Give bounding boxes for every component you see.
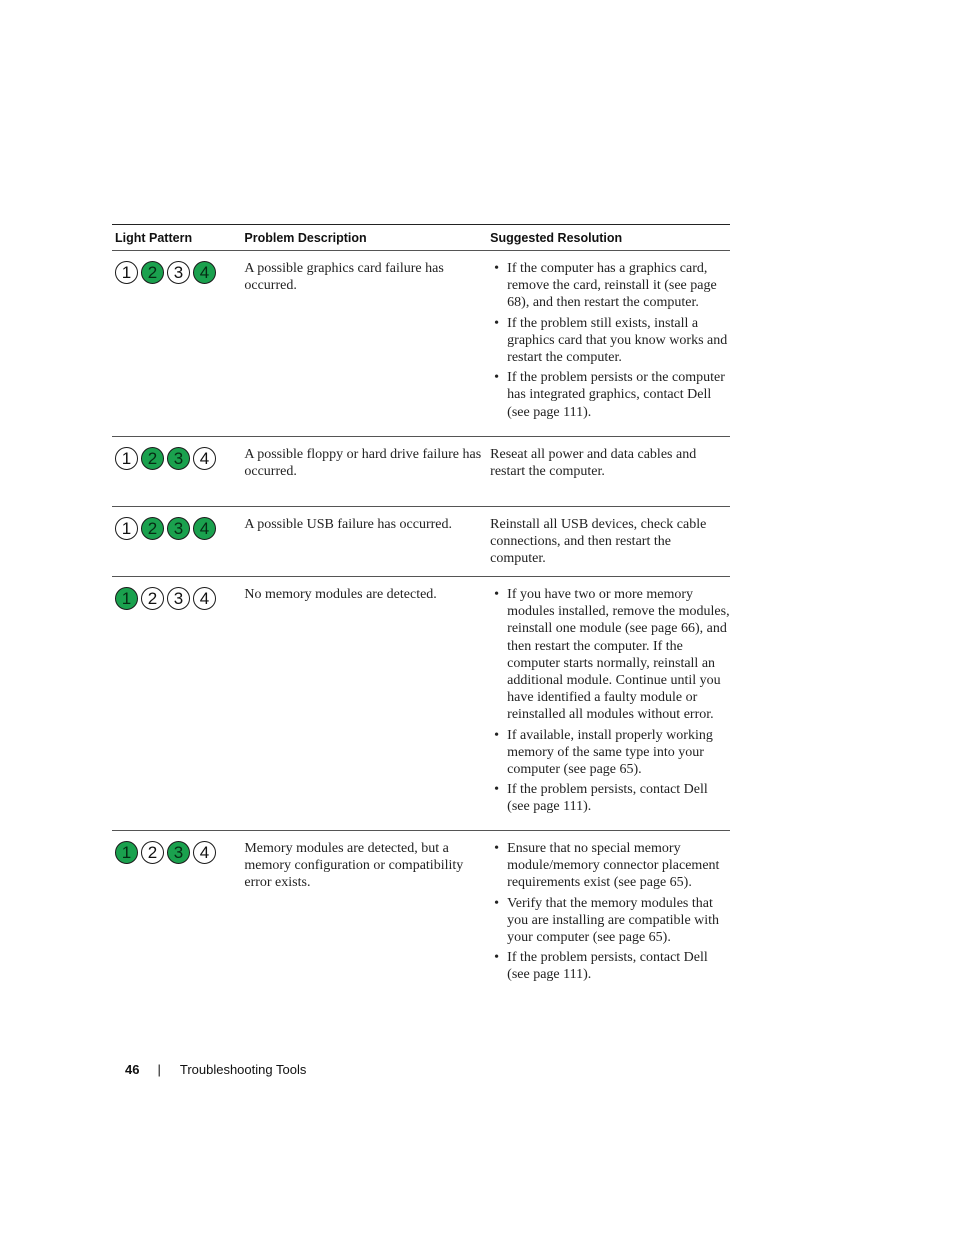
table-row — [112, 437, 730, 507]
light-pattern-cell — [112, 437, 244, 506]
problem-description: Memory modules are detected, but a memory configuration or compatibility error exists. — [244, 841, 464, 891]
table-body — [112, 251, 730, 991]
page-footer — [125, 1062, 306, 1077]
page-number: 46 — [125, 1062, 140, 1077]
diagnostic-lights — [115, 507, 244, 540]
diagnostic-light-1-icon: 1 — [115, 841, 138, 864]
table-row — [112, 577, 730, 831]
diagnostic-lights-table — [112, 224, 730, 991]
suggested-resolution — [490, 251, 730, 436]
suggested-resolution — [490, 577, 730, 830]
suggested-resolution — [490, 831, 730, 991]
resolution-list-item: • If the computer has a graphics card, remove the card, reinstall it (see page 68), and then restart the computer. — [490, 260, 730, 312]
diagnostic-lights — [115, 437, 244, 470]
table-row — [112, 507, 730, 577]
diagnostic-light-4-icon: 4 — [193, 517, 216, 540]
resolution-list-item: • Ensure that no special memory module/memory connector placement requirements exist (see page 65). — [490, 840, 730, 892]
diagnostic-light-1-icon: 1 — [115, 587, 138, 610]
diagnostic-light-2-icon: 2 — [141, 841, 164, 864]
resolution-list-item: • Verify that the memory modules that you are installing are compatible with your computer (see page 65). — [490, 895, 730, 947]
diagnostic-lights — [115, 831, 244, 864]
header-problem-description: Problem Description — [244, 230, 367, 245]
problem-description: A possible USB failure has occurred. — [244, 517, 452, 532]
section-title: Troubleshooting Tools — [179, 1062, 307, 1077]
diagnostic-light-3-icon: 3 — [167, 517, 190, 540]
diagnostic-light-2-icon: 2 — [141, 587, 164, 610]
problem-description: A possible floppy or hard drive failure has occurred. — [244, 447, 482, 480]
resolution-list-item: • If available, install properly working memory of the same type into your computer (see page 65). — [490, 727, 730, 779]
suggested-resolution — [490, 437, 730, 506]
diagnostic-light-1-icon: 1 — [115, 261, 138, 284]
problem-description: No memory modules are detected. — [244, 587, 437, 602]
header-suggested-resolution: Suggested Resolution — [490, 230, 623, 245]
light-pattern-cell — [112, 577, 244, 830]
table-row — [112, 251, 730, 437]
resolution-list-item: • If the problem persists, contact Dell (see page 111). — [490, 781, 730, 815]
diagnostic-lights — [115, 251, 244, 284]
resolution-list — [490, 840, 730, 984]
resolution-text: Reinstall all USB devices, check cable connections, and then restart the computer. — [490, 517, 707, 567]
light-pattern-cell — [112, 251, 244, 436]
resolution-list-item: • If you have two or more memory modules installed, remove the modules, reinstall one module (see page 66), and then restart the computer. If the computer starts normally, reinstall an additional module. Continue until you have identified a faulty module or reinstalled all modules without error. — [490, 586, 730, 724]
diagnostic-light-1-icon: 1 — [115, 447, 138, 470]
resolution-text: Reseat all power and data cables and restart the computer. — [490, 447, 697, 480]
diagnostic-light-2-icon: 2 — [141, 517, 164, 540]
resolution-list-item: • If the problem still exists, install a graphics card that you know works and restart the computer. — [490, 315, 730, 367]
diagnostic-light-3-icon: 3 — [167, 261, 190, 284]
diagnostic-light-2-icon: 2 — [141, 447, 164, 470]
resolution-list — [490, 586, 730, 816]
light-pattern-cell — [112, 507, 244, 576]
suggested-resolution — [490, 507, 730, 576]
diagnostic-light-4-icon: 4 — [193, 587, 216, 610]
resolution-list-item: • If the problem persists or the computer has integrated graphics, contact Dell (see page 111). — [490, 369, 730, 421]
diagnostic-light-4-icon: 4 — [193, 447, 216, 470]
problem-description: A possible graphics card failure has occurred. — [244, 261, 444, 294]
light-pattern-cell — [112, 831, 244, 991]
diagnostic-light-1-icon: 1 — [115, 517, 138, 540]
table-header-row — [112, 225, 730, 251]
diagnostic-light-3-icon: 3 — [167, 447, 190, 470]
diagnostic-light-4-icon: 4 — [193, 261, 216, 284]
diagnostic-lights — [115, 577, 244, 610]
diagnostic-light-2-icon: 2 — [141, 261, 164, 284]
diagnostic-light-3-icon: 3 — [167, 587, 190, 610]
table-row — [112, 831, 730, 991]
resolution-list-item: • If the problem persists, contact Dell (see page 111). — [490, 949, 730, 983]
diagnostic-light-3-icon: 3 — [167, 841, 190, 864]
footer-separator: | — [157, 1062, 161, 1077]
diagnostic-light-4-icon: 4 — [193, 841, 216, 864]
resolution-list — [490, 260, 730, 421]
header-light-pattern: Light Pattern — [115, 230, 193, 245]
